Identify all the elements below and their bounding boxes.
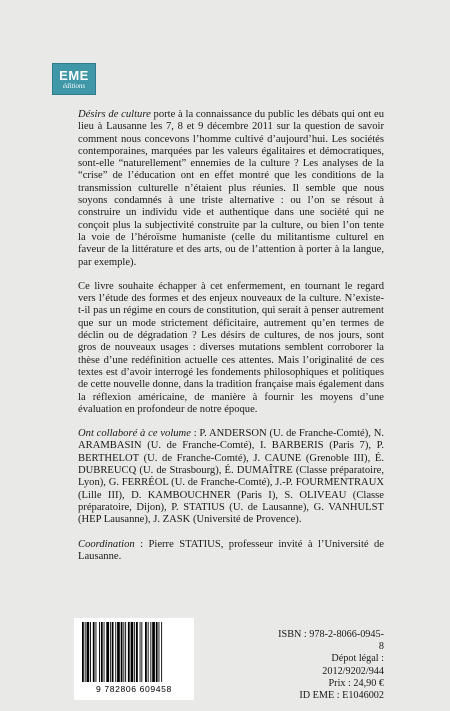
barcode-bar [85, 622, 86, 682]
price-line: Prix : 24,90 € [328, 677, 384, 689]
publisher-logo-subtitle: éditions [62, 81, 86, 90]
barcode-bar [117, 622, 120, 682]
publisher-logo [52, 63, 96, 95]
book-title-lead: Désirs de culture [78, 109, 151, 120]
depot-legal-line: Dépot légal : 2012/9202/944 [322, 653, 384, 677]
barcode-bar [115, 622, 116, 682]
contributors-lead: Ont collaboré à ce volume [78, 428, 191, 440]
contributors-list: : P. ANDERSON (U. de Franche-Comté), N. ARAMBASIN (U. de Franche-Comté), I. BARBERIS (Paris 7), P. BERTHELOT (U. de Franche-Comté), J. CAUNE (Grenoble III), É. DUBREUCQ (U. de Strasbourg), É. DUMAÎTRE (Classe préparatoire, Lyon), G. FERRÉOL (U. de Franche-Comté), J.-P. FOURMENTRAUX (Lille III), D. KAMBOUCHNER (Paris I), S. OLIVEAU (Classe préparatoire, Dijon), P. STATIUS (U. de Lausanne), G. VANHULST (HEP Lausanne), J. ZASK (Université de Provence). [78, 428, 384, 526]
paragraph-contributors [78, 428, 384, 526]
isbn-line: ISBN : 978-2-8066-0945-8 [278, 629, 384, 653]
barcode-bar [128, 622, 130, 682]
barcode-bar [99, 622, 100, 682]
barcode-bar [141, 622, 142, 682]
barcode-bar [159, 622, 160, 682]
paragraph-thesis-text: Ce livre souhaite échapper à cet enfermement, en tournant le regard vers l’étude des formes et des enjeux nouveaux de la culture. N’existe-t-il pas un régime en cours de constitution, qui serait à penser autrement que sur un mode strictement déficitaire, autrement qu’en termes de déclin ou de dégradation ? Les désirs de cultures, de nos jours, sont gros de nouveaux usages : diverses mutations semblent corroborer la thèse d’une redéfinition actuelle ces attentes. Mais l’originalité de ces textes est d’avoir interrogé les fondements philosophiques et politiques de cette nouvelle donne, dans la tradition française mais également dans la réflexion américaine, de manière à fournir les moyens d’une évaluation en profondeur de notre époque. [78, 280, 384, 415]
book-info [278, 629, 384, 702]
barcode-bar [161, 622, 162, 682]
barcode-bar [82, 622, 84, 682]
barcode-bar [110, 622, 111, 682]
barcode-bar [106, 622, 109, 682]
barcode-bar [156, 622, 158, 682]
barcode-digits: 9 782806 609458 [96, 684, 172, 694]
coordination-lead: Coordination [78, 538, 135, 550]
id-eme-line: ID EME : E1046002 [299, 690, 384, 702]
barcode-bar [121, 622, 123, 682]
barcode-bar [90, 622, 91, 682]
barcode-bar [101, 622, 103, 682]
publisher-logo-name: EME [59, 67, 89, 83]
barcode-bar [123, 622, 124, 682]
paragraph-thesis [78, 281, 384, 416]
barcode-bar [125, 622, 126, 682]
barcode-bar [148, 622, 149, 682]
barcode-bars [74, 618, 194, 684]
barcode-bar [87, 622, 90, 682]
barcode-bar [150, 622, 151, 682]
barcode-bar [131, 622, 134, 682]
paragraph-coordination [78, 539, 384, 564]
barcode-bar [134, 622, 135, 682]
barcode-bar [136, 622, 138, 682]
back-cover-text [78, 109, 384, 563]
barcode-bar [145, 622, 147, 682]
barcode-bar [96, 622, 97, 682]
paragraph-intro-text: porte à la connaissance du public les débats qui ont eu lieu à Lausanne les 7, 8 et 9 décembre 2011 sur la question de savoir comment nous concevons l’homme cultivé d’aujourd’hui. Les sociétés contemporaines, marquées par les valeurs égalitaires et démocratiques, sont-elle “naturellement” ennemies de la culture ? Les analyses de la “crise” de l’éducation ont en effet montré que les conditions de la transmission culturelle n’étaient plus réunies. Il semble que nous soyons condamnés à une triste alternative : ou l’on se résout à construire un individu vide et authentique dans une société qui ne conçoit plus la subjectivité construite par la culture, ou bien l’on tente la voie de l’héroïsme humaniste (celle du militantisme culturel en faveur de la littérature et des arts, ou de l’attention à porter à la langue, par exemple). [78, 109, 384, 268]
barcode-bar [140, 622, 141, 682]
barcode-bar [112, 622, 114, 682]
barcode-bar [93, 622, 95, 682]
coordination-text: : Pierre STATIUS, professeur invité à l’Université de Lausanne. [78, 538, 384, 562]
paragraph-intro [78, 109, 384, 269]
barcode-bar [104, 622, 105, 682]
barcode-bar [152, 622, 155, 682]
